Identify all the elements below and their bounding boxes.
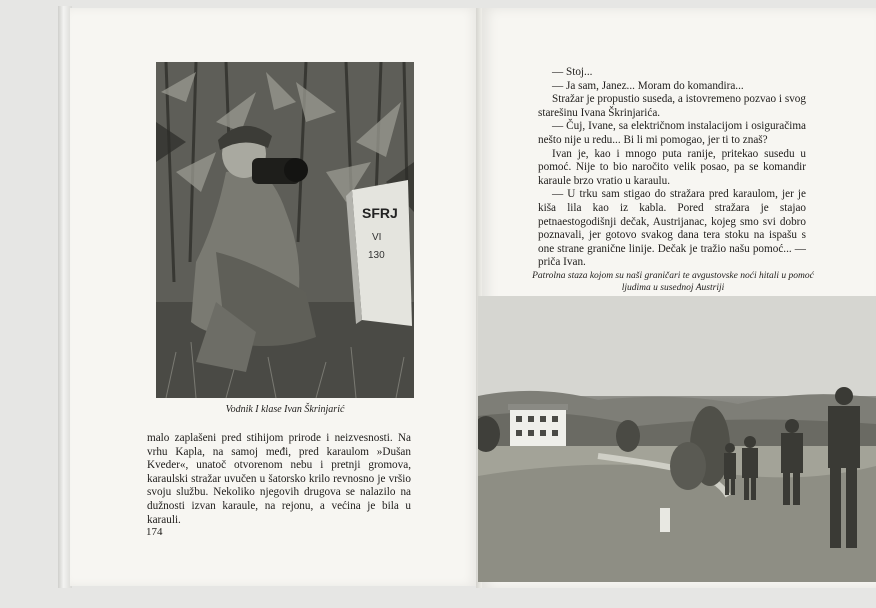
left-photo-caption: Vodnik I klase Ivan Škrinjarić	[225, 404, 345, 415]
border-post-building	[508, 404, 568, 446]
border-stone-line2: VI	[372, 232, 382, 243]
patrol-photo	[478, 296, 876, 582]
dialogue-line: — Stoj...	[552, 66, 593, 78]
dialogue-line: — Ja sam, Janez... Moram do komandira...	[552, 79, 744, 92]
border-stone-line3: 130	[368, 250, 385, 261]
soldier-photo	[156, 62, 414, 398]
right-body-text	[538, 66, 806, 270]
soldier-photo-illustration	[156, 62, 414, 398]
dialogue-line: — U trku sam stigao do stražara pred karaulom, jer je kiša lila kao iz kabla. Pored stražara je stajao petnaestogodišnji dečak, Austrijanac, kojeg smo svi dobro poznavali, jer gotovo svakog dana tera stoku na ispašu s one strane granične linije. Dečak je tražio našu pomoć... — priča Ivan.	[538, 188, 806, 269]
left-body-text: malo zaplašeni pred stihijom prirode i neizvesnosti. Na vrhu Kapla, na samoj međi, pred karaulom »Dušan Kveder«, unatoč otvorenom nebu i pretnji gromova, karaulski stražar uvučen u šatorsko krilo revnosno je vršio svoju službu. Nekoliko njegovih drugova se nalazilo na dužnosti izvan karaule, na rejonu, a većina je bila u karauli.	[147, 432, 411, 526]
patrol-photo-illustration	[478, 296, 876, 582]
right-photo-caption: Patrolna staza kojom su naši graničari te avgustovske noći hitali u pomoć ljudima u susednoj Austriji	[532, 271, 814, 293]
border-stone	[346, 180, 412, 326]
dialogue-line: — Čuj, Ivane, sa električnom instalacijom i osiguračima nešto nije u redu... Bi li mi pomogao, jer ti to znaš?	[538, 120, 806, 146]
paragraph: Stražar je propustio suseda, a istovremeno pozvao i svog starešinu Ivana Škrinjarića.	[538, 93, 806, 119]
border-stone-small	[660, 508, 670, 532]
page-number: 174	[146, 526, 163, 538]
paragraph: Ivan je, kao i mnogo puta ranije, pritekao susedu u pomoć. Nije to bio naročito velik posao, pa se komandir karaule brzo vratio u karaulu.	[538, 147, 806, 187]
border-stone-line1: SFRJ	[362, 205, 398, 221]
